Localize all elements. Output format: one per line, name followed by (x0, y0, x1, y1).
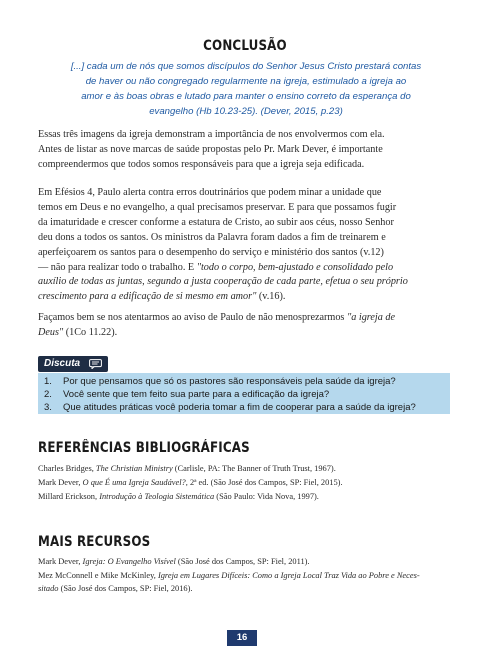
page-title: CONCLUSÃO (203, 38, 287, 54)
question-text: Que atitudes práticas você poderia tomar a fim de cooperar para a saúde da igreja? (63, 402, 416, 413)
ref-publisher: (São José dos Campos, SP: Fiel, 2016). (58, 583, 193, 593)
paragraph-line: compreendermos que todos somos responsáveis para que a igreja seja edificada. (38, 158, 365, 170)
ref-publisher: , 2ª ed. (São José dos Campos, SP: Fiel, 2015). (185, 478, 343, 487)
question-item (38, 375, 450, 388)
text-italic: Deus" (38, 326, 64, 338)
text-italic: "todo o corpo, bem-ajustado e consolidado pelo (196, 261, 394, 273)
reference-item (38, 463, 452, 476)
discuta-label: Discuta (44, 358, 81, 369)
ref-publisher: (Carlisle, PA: The Banner of Truth Trust, 1967). (172, 464, 336, 473)
resources-heading: MAIS RECURSOS (38, 534, 151, 550)
ref-author: Millard Erickson, (38, 492, 100, 501)
question-item (38, 401, 450, 414)
ref-author: Mark Dever, (38, 478, 83, 487)
text-plain: (1Co 11.22). (63, 326, 118, 338)
paragraph-1 (38, 128, 450, 173)
text-plain: Façamos bem se nos atentarmos ao aviso de Paulo de não menosprezarmos (38, 312, 347, 323)
ref-title: Igreja: O Evangelho Visível (82, 557, 176, 566)
paragraph-line (38, 261, 450, 276)
question-number: 2. (44, 389, 52, 400)
paragraph-line (38, 275, 450, 290)
question-item (38, 388, 450, 401)
paragraph-line: da imaturidade e crescer conforme a estatura de Cristo, ao subir aos céus, nosso Senhor (38, 216, 394, 228)
paragraph-line: deu dons a todos os santos. Os ministros da Palavra foram dados a fim de treinarem e (38, 231, 386, 243)
question-number: 3. (44, 402, 52, 413)
page-number: 16 (227, 630, 257, 646)
paragraph-3 (38, 311, 450, 341)
ref-publisher: (São Paulo: Vida Nova, 1997). (214, 492, 319, 501)
ref-title: Introdução à Teologia Sistemática (99, 492, 215, 501)
question-number: 1. (44, 376, 52, 387)
text-italic: auxílio de todas as juntas, segundo a justa cooperação de cada parte, efetua o seu próprio (38, 276, 408, 288)
ref-author: Mark Dever, (38, 557, 83, 566)
text-plain: (v.16). (256, 291, 286, 303)
paragraph-line (38, 311, 450, 326)
resource-item (38, 570, 452, 595)
ref-title: sitado (38, 583, 59, 593)
paragraph-2 (38, 186, 450, 305)
discuta-badge (38, 356, 108, 372)
chat-bubble-icon (89, 359, 102, 369)
reference-item (38, 477, 452, 490)
ref-title: O que É uma Igreja Saudável? (82, 478, 186, 487)
ref-title: The Christian Ministry (95, 464, 173, 473)
references-heading: REFERÊNCIAS BIBLIOGRÁFICAS (38, 440, 250, 456)
paragraph-line: Em Efésios 4, Paulo alerta contra erros doutrinários que podem minar a unidade que (38, 187, 382, 198)
ref-author: Mez McConnell e Mike McKinley, (38, 571, 158, 580)
quote-line: amor e às boas obras e lutado para manter o ensino correto da esperança do (81, 91, 411, 102)
block-quote (56, 59, 436, 119)
question-text: Por que pensamos que só os pastores são responsáveis pela saúde da igreja? (63, 376, 396, 387)
ref-publisher: (São José dos Campos, SP: Fiel, 2011). (175, 557, 310, 566)
paragraph-line: aperfeiçoarem os santos para o desempenho do serviço e ministério dos santos (v.12) (38, 246, 384, 258)
reference-item (38, 491, 452, 504)
discuta-questions-box (38, 373, 450, 414)
question-text: Você sente que tem feito sua parte para a edificação da igreja? (63, 389, 330, 400)
paragraph-line (38, 290, 450, 305)
paragraph-line (38, 326, 450, 341)
quote-line: evangelho (Hb 10.23-25). (Dever, 2015, p.23) (149, 106, 343, 117)
text-italic: crescimento para a edificação de si mesmo em amor" (38, 291, 257, 303)
paragraph-line: Essas três imagens da igreja demonstram a importância de nos envolvermos com ela. (38, 129, 385, 140)
resource-item (38, 556, 452, 569)
text-italic: "a igreja de (346, 312, 395, 323)
paragraph-line: Antes de listar as nove marcas de saúde propostas pelo Pr. Mark Dever, é importante (38, 143, 383, 155)
ref-author: Charles Bridges, (38, 464, 96, 473)
ref-title: Igreja em Lugares Difíceis: Como a Igreja Local Traz Vida ao Pobre e Neces- (157, 571, 420, 580)
paragraph-line: temos em Deus e no evangelho, a qual precisamos preservar. E para que possamos fugir (38, 201, 397, 213)
quote-line: de haver ou não congregado regularmente na igreja, estimulado a igreja ao (85, 76, 407, 87)
quote-line: [...] cada um de nós que somos discípulos do Senhor Jesus Cristo prestará contas (70, 61, 422, 72)
text-plain: — não para realizar todo o trabalho. E (38, 261, 197, 273)
